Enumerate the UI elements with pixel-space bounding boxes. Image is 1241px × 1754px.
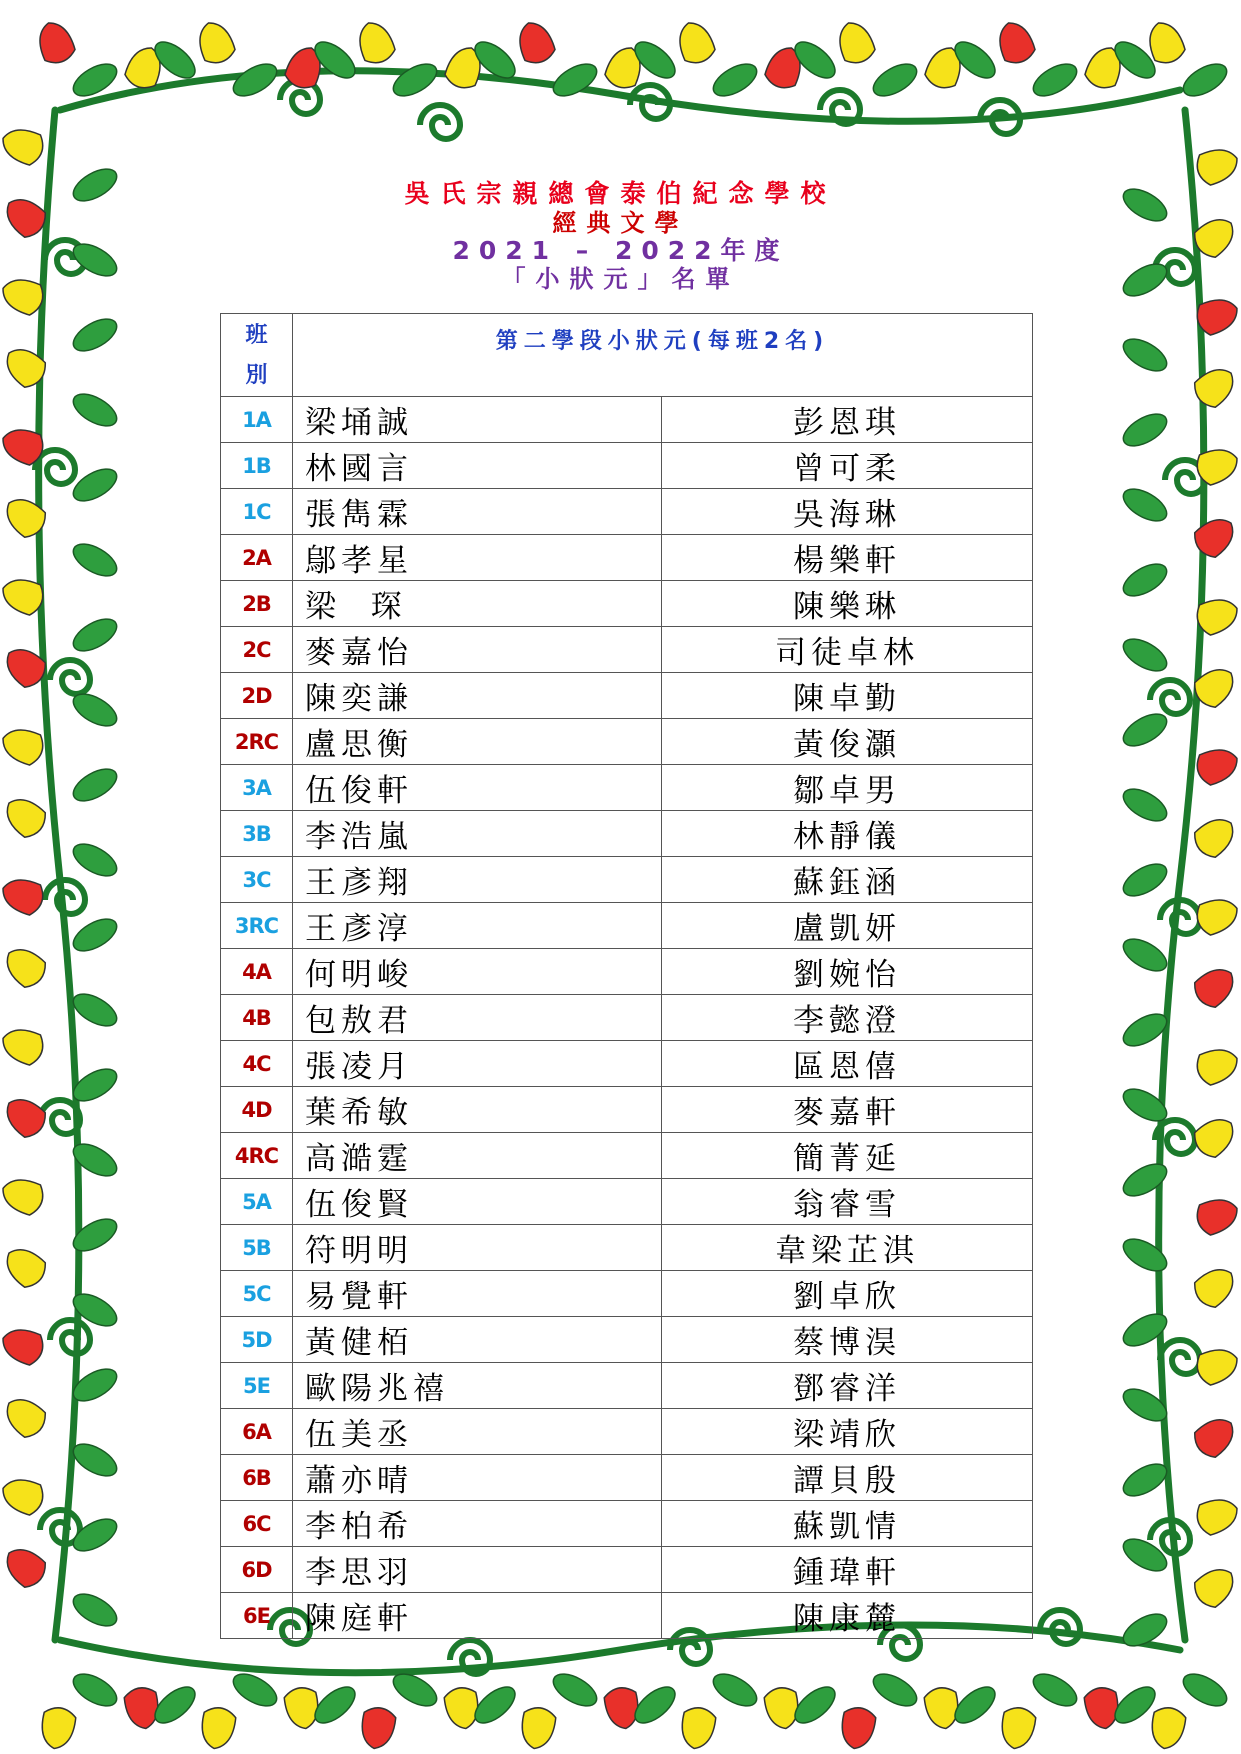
leaf [708, 1668, 762, 1713]
class-cell: 2RC [221, 719, 293, 765]
left-vine [39, 110, 79, 1640]
red-tulip [993, 18, 1037, 68]
table-row [221, 995, 1033, 1041]
yellow-tulip [193, 18, 237, 68]
student-name-1: 陳奕謙 [293, 673, 662, 719]
class-cell: 5A [221, 1179, 293, 1225]
yellow-tulip [0, 723, 47, 767]
yellow-tulip [678, 1705, 717, 1751]
leaf [1118, 708, 1172, 753]
table-row [221, 1547, 1033, 1593]
red-tulip [0, 873, 47, 917]
student-name-2: 吳海琳 [662, 489, 1033, 535]
student-name-1: 盧思衡 [293, 719, 662, 765]
class-cell: 2A [221, 535, 293, 581]
leaf [1118, 483, 1172, 528]
class-cell: 6B [221, 1455, 293, 1501]
class-cell: 1A [221, 397, 293, 443]
leaf [1178, 58, 1232, 103]
red-tulip [0, 1541, 51, 1592]
yellow-tulip [0, 1023, 47, 1067]
award-table [220, 313, 1033, 1639]
table-row [221, 1271, 1033, 1317]
class-cell: 3RC [221, 903, 293, 949]
table-row [221, 1179, 1033, 1225]
student-name-2: 陳康麓 [662, 1593, 1033, 1639]
class-cell: 4D [221, 1087, 293, 1133]
class-column-header-text [221, 314, 292, 396]
table-row [221, 811, 1033, 857]
student-name-1: 陳庭軒 [293, 1593, 662, 1639]
yellow-tulip [1193, 1043, 1241, 1087]
leaf [1118, 333, 1172, 378]
class-cell: 4C [221, 1041, 293, 1087]
table-row [221, 1363, 1033, 1409]
student-name-1: 麥嘉怡 [293, 627, 662, 673]
student-name-2: 梁靖欣 [662, 1409, 1033, 1455]
student-name-2: 彭恩琪 [662, 397, 1033, 443]
class-cell: 4A [221, 949, 293, 995]
red-tulip [513, 18, 557, 68]
yellow-tulip [998, 1705, 1037, 1751]
table-row [221, 443, 1033, 489]
yellow-tulip [1193, 1493, 1241, 1537]
student-name-2: 楊樂軒 [662, 535, 1033, 581]
leaf [68, 838, 122, 883]
student-name-1: 何明峻 [293, 949, 662, 995]
table-row [221, 903, 1033, 949]
yellow-tulip [0, 941, 51, 992]
leaf [1118, 783, 1172, 828]
student-name-1: 李柏希 [293, 1501, 662, 1547]
leaf [228, 1668, 282, 1713]
leaf [1118, 1158, 1172, 1203]
red-tulip [123, 1685, 162, 1731]
student-name-1: 葉希敏 [293, 1087, 662, 1133]
leaf [708, 58, 762, 103]
student-name-1: 符明明 [293, 1225, 662, 1271]
yellow-tulip [283, 1685, 322, 1731]
red-tulip [0, 1091, 51, 1142]
red-tulip [1193, 1193, 1241, 1237]
class-cell: 6D [221, 1547, 293, 1593]
list-title: 「小狀元」名單 [501, 265, 740, 293]
student-name-1: 梁埇誠 [293, 397, 662, 443]
leaf [1118, 558, 1172, 603]
yellow-tulip [923, 1685, 962, 1731]
yellow-tulip [1189, 1561, 1241, 1612]
table-row [221, 627, 1033, 673]
yellow-tulip [1189, 1261, 1241, 1312]
student-name-2: 翁睿雪 [662, 1179, 1033, 1225]
red-tulip [838, 1705, 877, 1751]
leaf [1118, 633, 1172, 678]
vine-curl [1160, 1340, 1200, 1374]
class-cell: 6C [221, 1501, 293, 1547]
student-name-2: 陳樂琳 [662, 581, 1033, 627]
table-row [221, 673, 1033, 719]
student-name-1: 歐陽兆禧 [293, 1363, 662, 1409]
table-row [221, 1133, 1033, 1179]
red-tulip [603, 1685, 642, 1731]
class-cell: 2B [221, 581, 293, 627]
student-name-2: 鄒卓男 [662, 765, 1033, 811]
student-name-2: 簡菁延 [662, 1133, 1033, 1179]
student-name-2: 陳卓勤 [662, 673, 1033, 719]
student-name-2: 盧凱妍 [662, 903, 1033, 949]
student-name-2: 司徒卓林 [662, 627, 1033, 673]
leaf [1118, 408, 1172, 453]
leaf [1118, 858, 1172, 903]
table-row [221, 1317, 1033, 1363]
student-name-2: 麥嘉軒 [662, 1087, 1033, 1133]
class-column-header [221, 314, 293, 397]
student-name-2: 區恩僖 [662, 1041, 1033, 1087]
yellow-tulip [0, 791, 51, 842]
class-cell: 4RC [221, 1133, 293, 1179]
red-tulip [0, 1323, 47, 1367]
leaf [228, 58, 282, 103]
student-name-1: 易覺軒 [293, 1271, 662, 1317]
table-row [221, 1409, 1033, 1455]
table-row [221, 397, 1033, 443]
leaf [1178, 1668, 1232, 1713]
subject-title: 經典文學 [552, 209, 689, 237]
leaf [68, 388, 122, 433]
vine-curl [50, 660, 90, 694]
table-row [221, 949, 1033, 995]
yellow-tulip [38, 1705, 77, 1751]
red-tulip [33, 18, 77, 68]
table-row [221, 535, 1033, 581]
leaf [1118, 1233, 1172, 1278]
student-name-1: 李思羽 [293, 1547, 662, 1593]
student-name-1: 張雋霖 [293, 489, 662, 535]
student-name-1: 梁 琛 [293, 581, 662, 627]
student-name-2: 鄧睿洋 [662, 1363, 1033, 1409]
class-cell: 3A [221, 765, 293, 811]
leaf [68, 613, 122, 658]
table-row [221, 1455, 1033, 1501]
class-header-char: 班 [245, 323, 268, 348]
leaf [68, 763, 122, 808]
table-row [221, 765, 1033, 811]
student-name-1: 蕭亦晴 [293, 1455, 662, 1501]
student-name-1: 伍美丞 [293, 1409, 662, 1455]
student-name-1: 鄔孝星 [293, 535, 662, 581]
student-name-2: 劉卓欣 [662, 1271, 1033, 1317]
yellow-tulip [0, 123, 47, 167]
red-tulip [358, 1705, 397, 1751]
class-cell: 3C [221, 857, 293, 903]
yellow-tulip [0, 1473, 47, 1517]
leaf [68, 1668, 122, 1713]
class-cell: 5C [221, 1271, 293, 1317]
leaf [548, 1668, 602, 1713]
class-cell: 1B [221, 443, 293, 489]
table-header-row [221, 314, 1033, 397]
class-cell: 5E [221, 1363, 293, 1409]
student-name-1: 伍俊軒 [293, 765, 662, 811]
class-cell: 2D [221, 673, 293, 719]
yellow-tulip [1193, 443, 1241, 487]
leaf [388, 58, 442, 103]
student-name-2: 蔡博淏 [662, 1317, 1033, 1363]
table-row [221, 1041, 1033, 1087]
student-name-1: 伍俊賢 [293, 1179, 662, 1225]
leaf [868, 1668, 922, 1713]
red-tulip [1189, 1411, 1241, 1462]
student-name-2: 林靜儀 [662, 811, 1033, 857]
student-name-1: 王彥翔 [293, 857, 662, 903]
student-name-1: 王彥淳 [293, 903, 662, 949]
table-row [221, 1593, 1033, 1639]
class-header-char: 別 [245, 363, 268, 388]
red-tulip [1189, 511, 1241, 562]
table-row [221, 1501, 1033, 1547]
red-tulip [1193, 743, 1241, 787]
yellow-tulip [198, 1705, 237, 1751]
school-name: 吳氏宗親總會泰伯紀念學校 [404, 179, 837, 208]
table-row [221, 857, 1033, 903]
leaf [68, 1438, 122, 1483]
leaf [868, 58, 922, 103]
leaf [68, 988, 122, 1033]
student-name-1: 林國言 [293, 443, 662, 489]
yellow-tulip [0, 491, 51, 542]
yellow-tulip [1189, 811, 1241, 862]
student-name-2: 鍾瑋軒 [662, 1547, 1033, 1593]
yellow-tulip [0, 1391, 51, 1442]
yellow-tulip [1193, 893, 1241, 937]
school-year: 2021 – 2022年度 [452, 236, 789, 265]
class-cell: 3B [221, 811, 293, 857]
leaf [1028, 58, 1082, 103]
student-name-1: 高澔霆 [293, 1133, 662, 1179]
yellow-tulip [518, 1705, 557, 1751]
vine-curl [420, 105, 460, 139]
student-name-2: 劉婉怡 [662, 949, 1033, 995]
yellow-tulip [443, 1685, 482, 1731]
yellow-tulip [0, 1241, 51, 1292]
table-row [221, 581, 1033, 627]
leaf [548, 58, 602, 103]
student-name-1: 黃健栢 [293, 1317, 662, 1363]
class-cell: 5D [221, 1317, 293, 1363]
table-row [221, 1087, 1033, 1133]
student-name-2: 黃俊灝 [662, 719, 1033, 765]
student-name-2: 蘇凱情 [662, 1501, 1033, 1547]
leaf [68, 538, 122, 583]
leaf [68, 913, 122, 958]
yellow-tulip [1148, 1705, 1187, 1751]
student-name-2: 李懿澄 [662, 995, 1033, 1041]
yellow-tulip [1189, 1111, 1241, 1162]
leaf [1028, 1668, 1082, 1713]
vine-curl [50, 1320, 90, 1354]
vine-curl [1150, 680, 1190, 714]
table-row [221, 719, 1033, 765]
student-name-1: 包敖君 [293, 995, 662, 1041]
red-tulip [1189, 961, 1241, 1012]
leaf [68, 313, 122, 358]
class-cell: 1C [221, 489, 293, 535]
class-cell: 6A [221, 1409, 293, 1455]
yellow-tulip [0, 1173, 47, 1217]
class-cell: 2C [221, 627, 293, 673]
class-cell: 4B [221, 995, 293, 1041]
table-row [221, 1225, 1033, 1271]
student-name-2: 蘇鈺涵 [662, 857, 1033, 903]
vine-curl [1040, 1610, 1080, 1644]
yellow-tulip [833, 18, 877, 68]
yellow-tulip [1189, 361, 1241, 412]
student-name-2: 曾可柔 [662, 443, 1033, 489]
leaf [1118, 933, 1172, 978]
yellow-tulip [673, 18, 717, 68]
table-row [221, 489, 1033, 535]
student-name-2: 韋梁芷淇 [662, 1225, 1033, 1271]
class-cell: 6E [221, 1593, 293, 1639]
red-tulip [1083, 1685, 1122, 1731]
class-cell: 5B [221, 1225, 293, 1271]
yellow-tulip [353, 18, 397, 68]
student-name-1: 張凌月 [293, 1041, 662, 1087]
yellow-tulip [763, 1685, 802, 1731]
title-column-header [293, 314, 1033, 397]
leaf [68, 1588, 122, 1633]
student-name-1: 李浩嵐 [293, 811, 662, 857]
title-column-header-text: 第二學段小狀元(每班2名) [495, 329, 830, 354]
student-name-2: 譚貝殷 [662, 1455, 1033, 1501]
